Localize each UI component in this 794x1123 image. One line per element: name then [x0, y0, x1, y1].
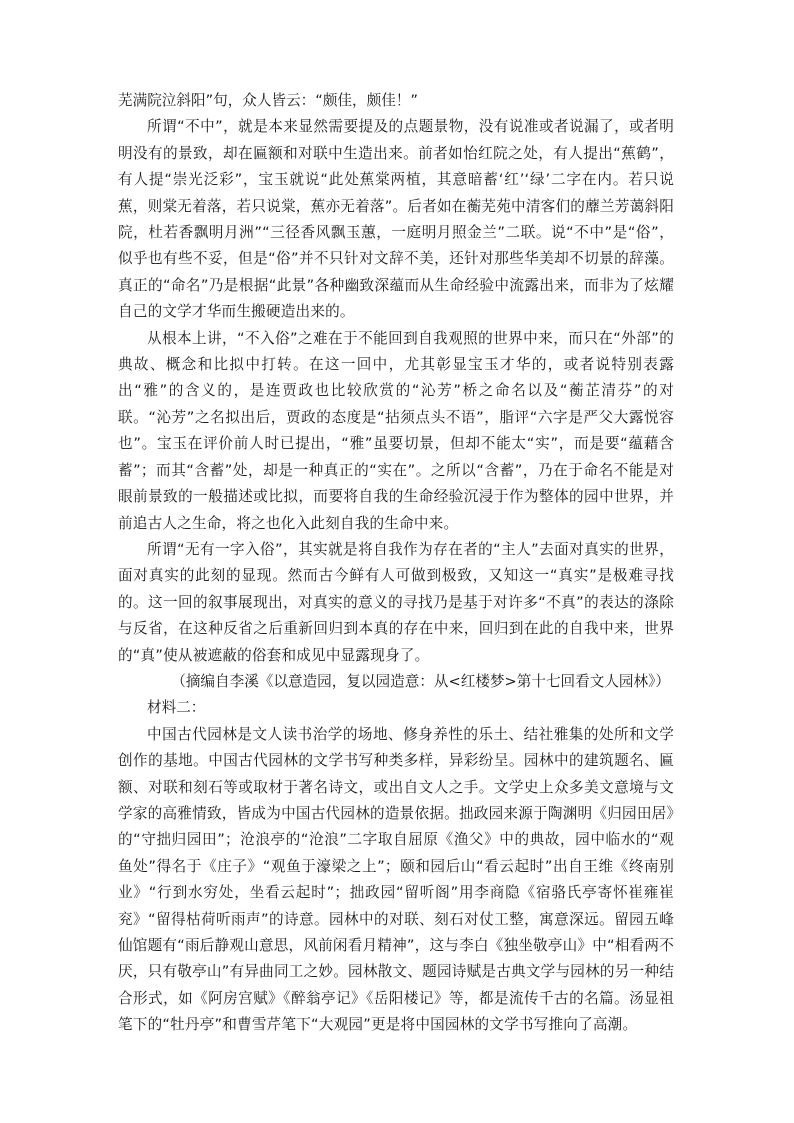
document-page [118, 88, 674, 1039]
paragraph-wu-you-yi-zi: 所谓“无有一字入俗”，其实就是将自我作为存在者的“主人”去面对真实的世界，面对真实的此刻的显现。然而古今鲜有人可做到极致，又知这一“真实”是极难寻找的。这一回的叙事展现出，对真实的意义的寻找乃是基于对许多“不真”的表达的涤除与反省，在这种反省之后重新回归到本真的存在中来，回归到在此的自我中来，世界的“真”使从被遮蔽的俗套和成见中显露现身了。 [118, 540, 674, 664]
source-citation: （摘编自李溪《以意造园，复以园造意：从<红楼梦>第十七回看文人园林》） [171, 672, 670, 690]
continuation-line: 芜满院泣斜阳”句，众人皆云：“颇佳，颇佳！” [118, 92, 418, 109]
paragraph-garden-literature: 中国古代园林是文人读书治学的场地、修身养性的乐土、结社雅集的处所和文学创作的基地。中国古代园林的文学书写种类多样，异彩纷呈。园林中的建筑题名、匾额、对联和刻石等或取材于著名诗文，或出自文人之手。文学史上众多美文意境与文学家的高雅情致，皆成为中国古代园林的造景依据。拙政园来源于陶渊明《归园田居》的“守拙归园田”；沧浪亭的“沧浪”二字取自屈原《渔父》中的典故，园中临水的“观鱼处”得名于《庄子》“观鱼于濠梁之上”；颐和园后山“看云起时”出自王维《终南别业》“行到水穷处，坐看云起时”；拙政园“留听阁”用李商隐《宿骆氏亭寄怀崔雍崔兖》“留得枯荷听雨声”的诗意。园林中的对联、刻石对仗工整，寓意深远。留园五峰仙馆题有“雨后静观山意思，风前闲看月精神”，这与李白《独坐敬亭山》中“相看两不厌，只有敬亭山”有异曲同工之妙。园林散文、题园诗赋是古典文学与园林的另一种结合形式，如《阿房宫赋》《醉翁亭记》《岳阳楼记》等，都是流传千古的名篇。汤显祖笔下的“牡丹亭”和曹雪芹笔下“大观园”更是将中国园林的文学书写推向了高潮。 [118, 725, 674, 1034]
paragraph-bu-ru-su: 从根本上讲，“不入俗”之难在于不能回到自我观照的世界中来，而只在“外部”的典故、概念和比拟中打转。在这一回中，尤其彰显宝玉才华的，或者说特别表露出“雅”的含义的，是连贾政也比较欣赏的“沁芳”桥之命名以及“蘅芷清芬”的对联。“沁芳”之名拟出后，贾政的态度是“拈须点头不语”，脂评“六字是严父大露悦容也”。宝玉在评价前人时已提出，“雅”虽要切景，但却不能太“实”，而是要“蕴藉含蓄”；而其“含蓄”处，却是一种真正的“实在”。之所以“含蓄”，乃在于命名不能是对眼前景致的一般描述或比拟，而要将自我的生命经验沉浸于作为整体的园中世界，并前追古人之生命，将之也化入此刻自我的生命中来。 [118, 329, 674, 532]
material-two-label: 材料二： [147, 699, 206, 717]
paragraph-bu-zhong: 所谓“不中”，就是本来显然需要提及的点题景物，没有说准或者说漏了，或者明明没有的景致，却在匾额和对联中生造出来。前者如怡红院之处，有人提出“蕉鹤”，有人提“崇光泛彩”，宝玉就说“此处蕉棠两植，其意暗蓄‘红’‘绿’二字在内。若只说蕉，则棠无着落，若只说棠，蕉亦无着落”。后者如在蘅芜苑中清客们的蘼兰芳蔼斜阳院，杜若香飘明月洲”“三径香风飘玉蕙，一庭明月照金兰”二联。说“不中”是“俗”，似乎也有些不妥，但是“俗”并不只针对文辞不美，还针对那些华美却不切景的辞藻。真正的“命名”乃是根据“此景”各种幽致深蕴而从生命经验中流露出来，而非为了炫耀自己的文学才华而生搬硬造出来的。 [118, 118, 674, 321]
